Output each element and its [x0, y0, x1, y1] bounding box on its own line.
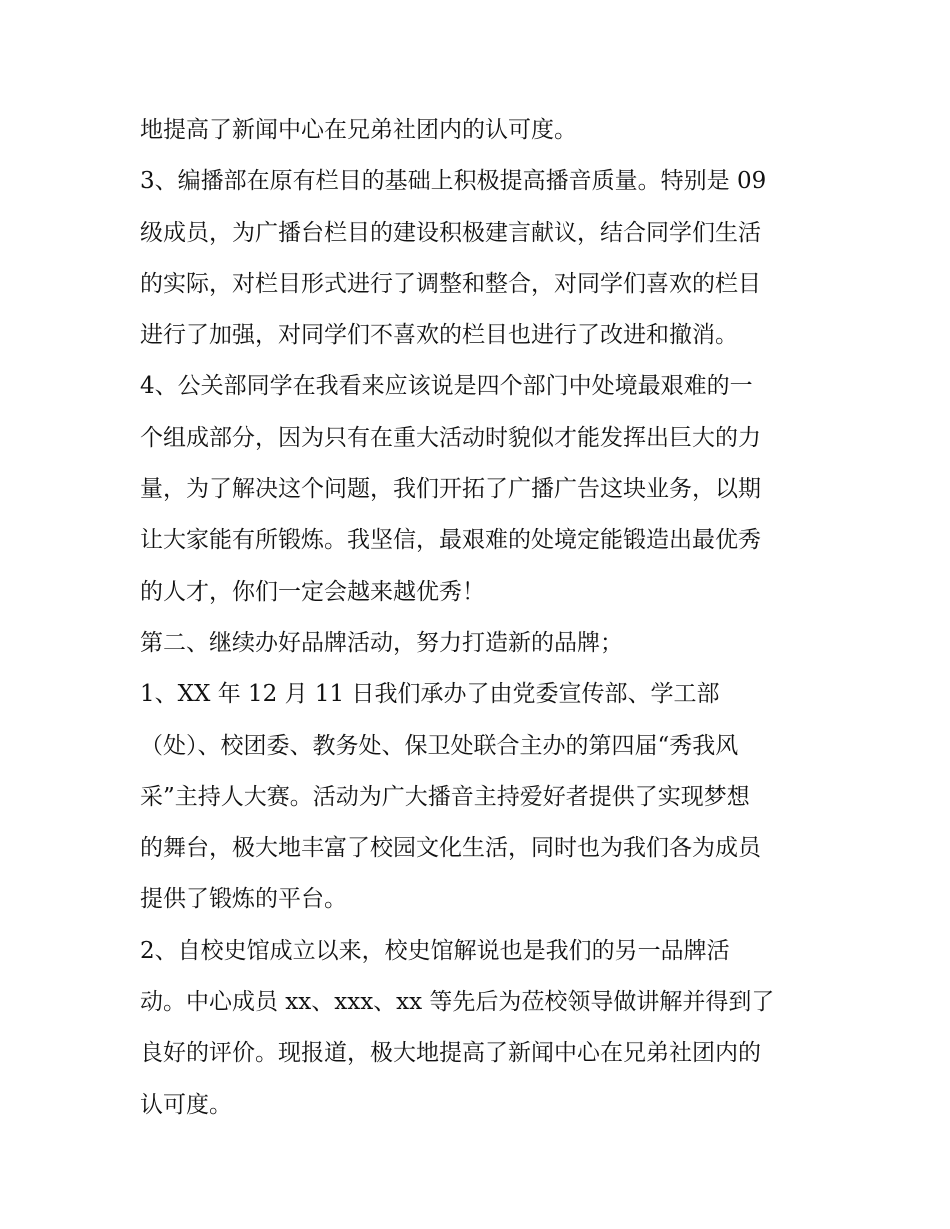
text-line: 的人才，你们一定会越来越优秀！: [140, 578, 485, 605]
text-line: 提供了锻炼的平台。: [140, 886, 347, 913]
document-body: [140, 105, 820, 1131]
text-line: 3、编播部在原有栏目的基础上积极提高播音质量。特别是 09: [140, 168, 767, 195]
text-line: 4、公关部同学在我看来应该说是四个部门中处境最艰难的一: [140, 373, 753, 400]
text-line: 地提高了新闻中心在兄弟社团内的认可度。: [140, 117, 577, 143]
text-line: 采”主持人大赛。活动为广大播音主持爱好者提供了实现梦想: [140, 783, 750, 810]
section-heading: 第二、继续办好品牌活动，努力打造新的品牌；: [140, 629, 623, 656]
text-line: 量，为了解决这个问题，我们开拓了广播广告这块业务，以期: [140, 476, 761, 503]
text-line: 2、自校史馆成立以来，校史馆解说也是我们的另一品牌活: [140, 937, 730, 964]
text-line: 的舞台，极大地丰富了校园文化生活，同时也为我们各为成员: [140, 835, 761, 862]
text-line: 1、XX 年 12 月 11 日我们承办了由党委宣传部、学工部: [140, 681, 720, 708]
text-line: 的实际，对栏目形式进行了调整和整合，对同学们喜欢的栏目: [140, 270, 761, 297]
text-line: 良好的评价。现报道，极大地提高了新闻中心在兄弟社团内的: [140, 1040, 761, 1067]
text-line: 动。中心成员 xx、xxx、xx 等先后为莅校领导做讲解并得到了: [140, 989, 775, 1016]
text-line: 级成员，为广播台栏目的建设积极建言献议，结合同学们生活: [140, 219, 761, 246]
text-line: 进行了加强，对同学们不喜欢的栏目也进行了改进和撤消。: [140, 322, 738, 349]
text-line: 认可度。: [140, 1091, 232, 1118]
text-line: （处）、校团委、教务处、保卫处联合主办的第四届“秀我风: [140, 732, 739, 759]
text-line: 让大家能有所锻炼。我坚信，最艰难的处境定能锻造出最优秀: [140, 527, 761, 554]
text-line: 个组成部分，因为只有在重大活动时貌似才能发挥出巨大的力: [140, 424, 761, 451]
